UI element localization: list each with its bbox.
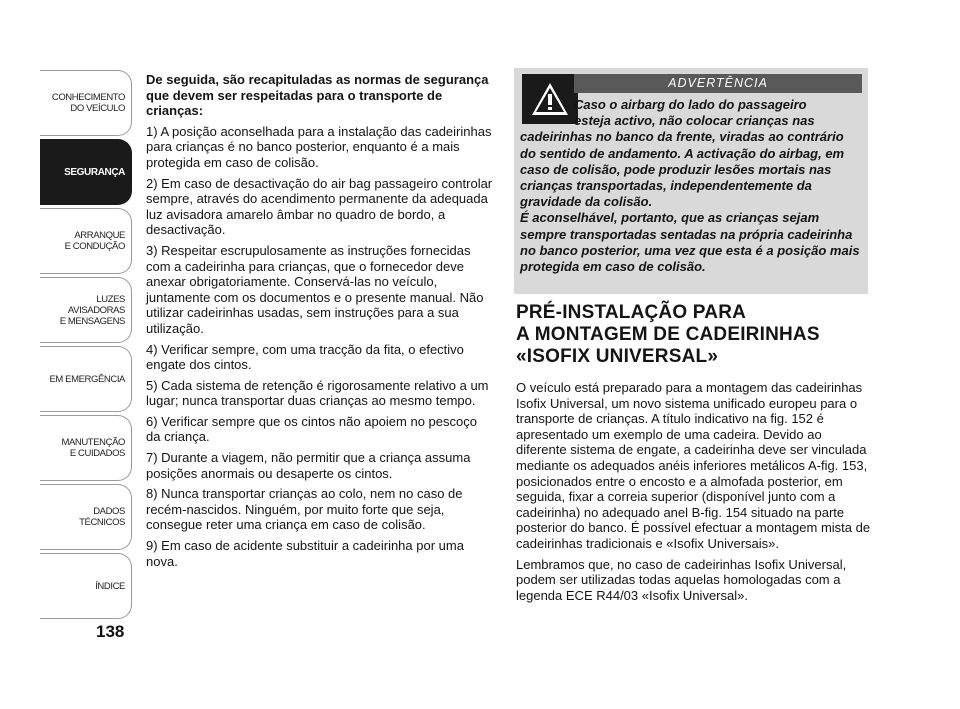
rule-item: 3) Respeitar escrupulosamente as instruções fornecidas com a cadeirinha para crianças, que o fornecedor deve anexar obrigatoriamente. Conservá-las no veículo, juntamente com os documentos e o presente manual. Não utilizar cadeirinhas usadas, sem instruções para a sua utilização. (146, 242, 484, 336)
rule-item: 2) Em caso de desactivação do air bag passageiro controlar sempre, através do acendimento permanente da adequada luz avisadora amarelo âmbar no quadro de bordo, a desactivação. (146, 175, 493, 238)
page-number: 138 (96, 622, 125, 641)
rule-item: 6) Verificar sempre que os cintos não apoiem no pescoço da criança. (146, 413, 477, 445)
tab-dados-tecnicos[interactable]: DADOS TÉCNICOS (40, 484, 132, 550)
warning-body-2: É aconselhável, portanto, que as crianças sejam sempre transportadas sentadas na própria cadeirinha no banco posterior, uma vez que esta é a posição mais protegida em caso de colisão. (520, 210, 860, 275)
warning-line: Caso o airbarg do lado do passageiro (574, 97, 807, 112)
tab-em-emergencia[interactable]: EM EMERGÊNCIA (40, 346, 132, 412)
section-paragraph: O veículo está preparado para a montagem das cadeirinhas Isofix Universal, um novo sistema unificado europeu para o transporte de crianças. A título indicativo na fig. 152 é apresentado um exemplo de uma cadeira. Devido ao diferente sistema de engate, a cadeirinha deve ser vinculada mediante os adequados anéis inferiores metálicos A-fig. 153, posicionados entre o encosto e a almofada posterior, em seguida, fixar a correia superior (disponível junto com a cadeirinha) no adequado anel B-fig. 154 situado na parte posterior do banco. É possível efectuar a montagem mista de cadeirinhas tradicionais e «Isofix Universais». (516, 380, 871, 551)
warning-body: cadeirinhas no banco da frente, viradas ao contrário do sentido de andamento. A activação do airbag, em caso de colisão, pode produzir lesões mortais nas crianças transportadas, independentemente da gravidade da colisão. (520, 129, 845, 210)
rule-item: 9) Em caso de acidente substituir a cadeirinha por uma nova. (146, 538, 464, 569)
rule-item: 7) Durante a viagem, não permitir que a criança assuma posições anormais ou desaperte os cintos. (146, 450, 471, 481)
warning-text (520, 97, 862, 275)
tab-manutencao-e-cuidados[interactable]: MANUTENÇÃO E CUIDADOS (40, 415, 132, 481)
rule-item: 4) Verificar sempre, com uma tracção da fita, o efectivo engate dos cintos. (146, 341, 464, 373)
tab-indice[interactable]: ÍNDICE (40, 553, 132, 619)
section-paragraph: Lembramos que, no caso de cadeirinhas Isofix Universal, podem ser utilizadas todas aquelas homologadas com a legenda ECE R44/03 «Isofix Universal». (516, 556, 847, 603)
warning-title: ADVERTÊNCIA (574, 74, 862, 93)
rules-intro: De seguida, são recapituladas as normas de segurança que devem ser respeitadas para o transporte de crianças: (146, 72, 489, 119)
warning-line: esteja activo, não colocar crianças nas (574, 113, 815, 129)
section-heading: PRÉ-INSTALAÇÃO PARA A MONTAGEM DE CADEIRINHAS «ISOFIX UNIVERSAL» (516, 302, 820, 367)
tab-luzes-avisadoras[interactable]: LUZES AVISADORAS E MENSAGENS (40, 277, 132, 343)
tab-conhecimento-do-veiculo[interactable]: CONHECIMENTO DO VEÍCULO (40, 70, 132, 136)
isofix-section (516, 302, 872, 608)
rule-item: 5) Cada sistema de retenção é rigorosamente relativo a um lugar; nunca transportar duas crianças ao mesmo tempo. (146, 377, 489, 409)
tab-seguranca[interactable]: SEGURANÇA (40, 139, 132, 205)
warning-box (514, 68, 868, 294)
rule-item: 1) A posição aconselhada para a instalação das cadeirinhas para crianças é no banco posterior, enquanto é a mais protegida em caso de colisão. (146, 123, 492, 170)
rule-item: 8) Nunca transportar crianças ao colo, nem no caso de recém-nascidos. Ninguém, por muito forte que seja, consegue reter uma criança em caso de colisão. (146, 486, 463, 533)
tab-arranque-e-conducao[interactable]: ARRANQUE E CONDUÇÃO (40, 208, 132, 274)
safety-rules-column (146, 72, 494, 574)
